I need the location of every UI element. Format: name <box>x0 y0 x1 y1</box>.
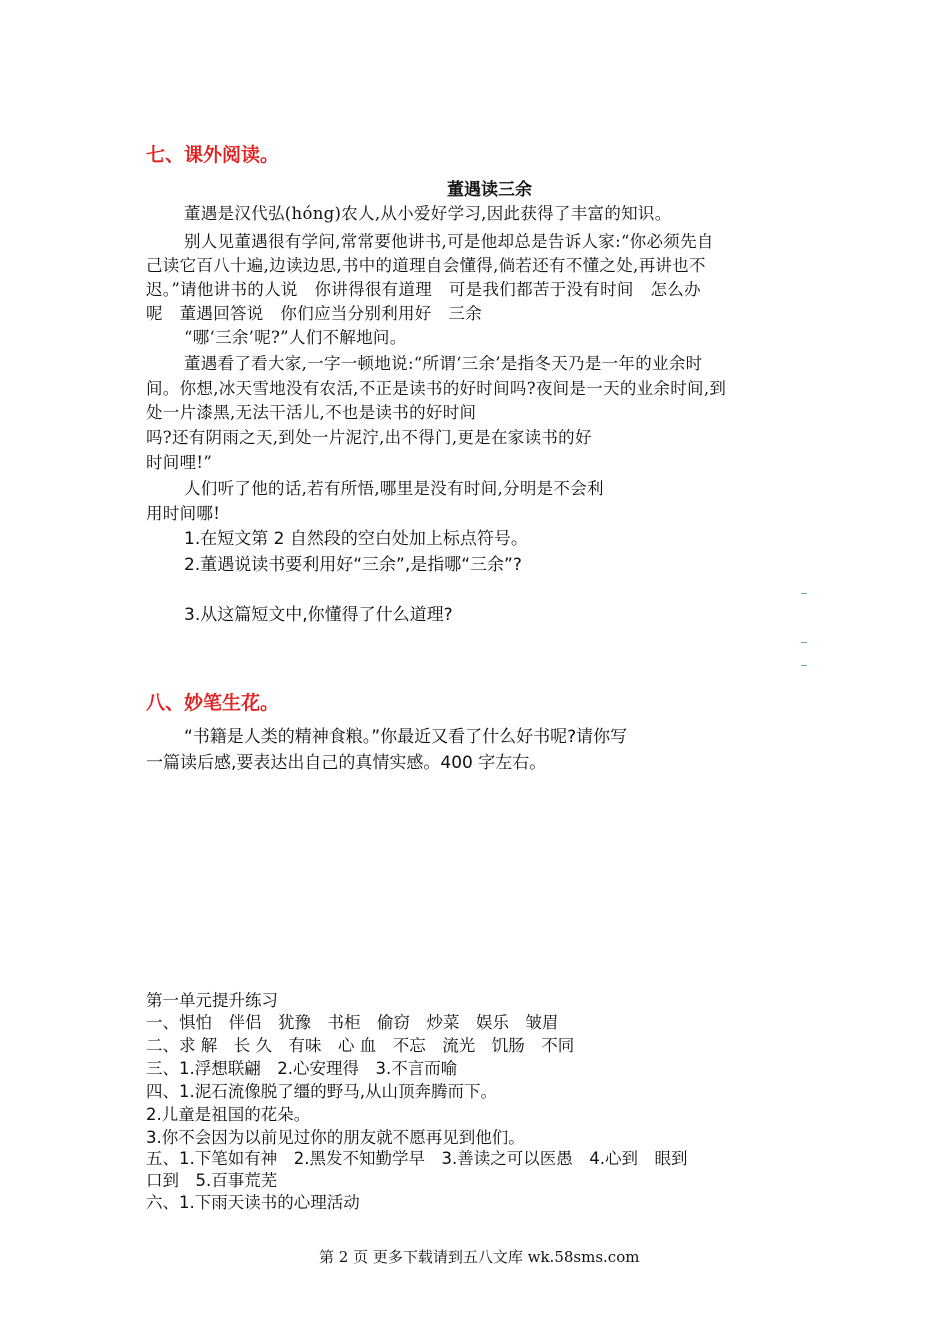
prompt-line: “书籍是人类的精神食粮。”你最近又看了什么好书呢?请你写 <box>184 727 628 747</box>
question-2: 2.董遇说读书要利用好“三余”,是指哪“三余”? <box>184 555 522 575</box>
story-line: 董遇是汉代弘(hóng)农人,从小爱好学习,因此获得了丰富的知识。 <box>184 204 672 223</box>
story-line: 间。你想,冰天雪地没有农活,不正是读书的好时间吗?夜间是一天的业余时间,到 <box>146 379 727 398</box>
answers-title: 第一单元提升练习 <box>146 991 278 1010</box>
section8-title: 八、妙笔生花。 <box>146 692 280 714</box>
question-3: 3.从这篇短文中,你懂得了什么道理? <box>184 605 453 625</box>
margin-mark <box>801 665 807 666</box>
question-1: 1.在短文第 2 自然段的空白处加上标点符号。 <box>184 529 528 549</box>
prompt-line: 一篇读后感,要表达出自己的真情实感。400 字左右。 <box>146 753 547 773</box>
answer-line: 口到 5.百事荒芜 <box>146 1171 278 1190</box>
story-line: 处一片漆黑,无法干活儿,不也是读书的好时间 <box>146 403 477 422</box>
story-line: 时间哩!” <box>146 453 213 472</box>
story-title: 董遇读三余 <box>447 180 532 200</box>
answer-line: 二、求 解 长 久 有味 心 血 不忘 流光 饥肠 不同 <box>146 1036 575 1055</box>
story-line: 别人见董遇很有学问,常常要他讲书,可是他却总是告诉人家:“你必须先自 <box>184 232 714 251</box>
answer-line: 一、惧怕 伴侣 犹豫 书柜 偷窃 炒菜 娱乐 皱眉 <box>146 1013 559 1032</box>
story-line: 己读它百八十遍,边读边思,书中的道理自会懂得,倘若还有不懂之处,再讲也不 <box>146 256 706 275</box>
story-line: 董遇看了看大家,一字一顿地说:“所谓‘三余’是指冬天乃是一年的业余时 <box>184 354 703 373</box>
margin-mark <box>801 642 807 643</box>
story-line: 迟。”请他讲书的人说 你讲得很有道理 可是我们都苦于没有时间 怎么办 <box>146 280 701 299</box>
section7-title: 七、课外阅读。 <box>146 144 280 166</box>
story-line: 用时间哪! <box>146 504 221 523</box>
page-footer: 第 2 页 更多下载请到五八文库 wk.58sms.com <box>319 1248 640 1266</box>
story-line: 呢 董遇回答说 你们应当分别利用好 三余 <box>146 304 482 323</box>
story-line: 人们听了他的话,若有所悟,哪里是没有时间,分明是不会利 <box>184 479 604 498</box>
story-line: 吗?还有阴雨之天,到处一片泥泞,出不得门,更是在家读书的好 <box>146 428 592 447</box>
story-line: “哪‘三余’呢?”人们不解地问。 <box>184 328 407 347</box>
answer-line: 三、1.浮想联翩 2.心安理得 3.不言而喻 <box>146 1059 458 1078</box>
answer-line: 2.儿童是祖国的花朵。 <box>146 1105 311 1124</box>
answer-line: 3.你不会因为以前见过你的朋友就不愿再见到他们。 <box>146 1128 525 1147</box>
answer-line: 四、1.泥石流像脱了缰的野马,从山顶奔腾而下。 <box>146 1082 497 1101</box>
margin-mark <box>801 593 807 594</box>
answer-line: 六、1.下雨天读书的心理活动 <box>146 1193 360 1212</box>
answer-line: 五、1.下笔如有神 2.黑发不知勤学早 3.善读之可以医愚 4.心到 眼到 <box>146 1149 688 1168</box>
